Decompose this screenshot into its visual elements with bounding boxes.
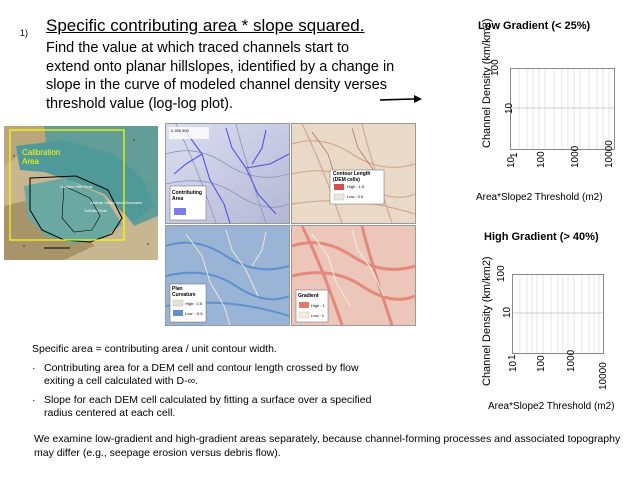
contributing-area-image — [166, 124, 289, 223]
x-tick-label: 10000 — [598, 362, 609, 390]
plan-curvature-panel — [165, 225, 290, 326]
y-tick-label: 10 — [504, 102, 515, 114]
bullet-text: Contributing area for a DEM cell and contour length crossed by flow exiting a cell calculated with D-∞. — [44, 362, 359, 387]
x-tick-label: 100 — [536, 355, 547, 372]
specific-area-definition: Specific area = contributing area / unit contour width. — [32, 343, 277, 355]
x-tick-label: 100 — [536, 151, 547, 168]
legend-high: High : 1.5 — [347, 184, 365, 189]
x-tick-label: 10000 — [604, 140, 615, 168]
scale-bar-label: 0 250 500 — [171, 128, 189, 133]
right-arrow-icon — [380, 92, 422, 106]
x-tick-label: 1000 — [570, 145, 581, 168]
legend-low: Low : -0.5 — [185, 311, 203, 316]
map-label: Gabilan Hills Peak — [60, 184, 93, 189]
gradient-panel — [291, 225, 416, 326]
contour-length-panel — [291, 123, 416, 224]
y-tick-label: 10 — [502, 306, 513, 318]
bullet-item — [32, 362, 384, 387]
plan-curvature-label: Plan Curvature — [172, 286, 196, 298]
y-tick-label: 100 — [496, 265, 507, 282]
x-axis-label: Area*Slope2 Threshold (m2) — [488, 401, 615, 412]
x-tick-label: 10 — [506, 156, 517, 168]
x-tick-label: 1000 — [566, 349, 577, 372]
bullet-dot: · — [32, 394, 36, 406]
slide-title: Specific contributing area * slope squared. — [46, 16, 365, 35]
gradient-image — [292, 226, 415, 325]
legend-high: High : 1 — [311, 303, 325, 308]
calibration-map — [4, 126, 158, 260]
chart-title: High Gradient (> 40%) — [484, 231, 599, 243]
x-axis-label: Area*Slope2 Threshold (m2) — [476, 192, 603, 203]
contributing-area-panel — [165, 123, 290, 224]
item-number: 1) — [20, 28, 29, 38]
y-axis-label: Channel Density (km/km2) — [481, 18, 493, 148]
high-gradient-plot — [512, 274, 604, 354]
bullet-item — [32, 394, 384, 419]
calibration-area-label: Calibration Area — [22, 148, 61, 166]
map-label: Salinas River — [84, 208, 108, 213]
bullet-dot: · — [32, 362, 36, 374]
map-label: Salinas Valley near Gonzales — [90, 200, 142, 205]
legend-low: Low : 0.5 — [347, 194, 364, 199]
footer-note: We examine low-gradient and high-gradient areas separately, because channel-forming processes and associated topography may differ (e.g., seepage erosion versus debris flow). — [34, 433, 621, 459]
low-gradient-plot — [510, 68, 615, 150]
y-tick-label: 1 — [509, 152, 520, 158]
legend-high: High : 0.5 — [185, 301, 203, 306]
contributing-area-label: Contributing Area — [172, 190, 202, 202]
slide-body: Find the value at which traced channels start to extend onto planar hillslopes, identified by a change in slope in the curve of modeled channel density verses threshold value (log-log plot). — [46, 40, 395, 112]
legend-low: Low : 0 — [311, 313, 324, 318]
y-axis-label: Channel Density (km/km2) — [481, 256, 493, 386]
chart-title: Low Gradient (< 25%) — [478, 20, 591, 32]
gradient-label: Gradient — [298, 293, 319, 299]
y-tick-label: 100 — [490, 59, 501, 76]
bullet-text: Slope for each DEM cell calculated by fitting a surface over a specified radius centered at each cell. — [44, 394, 372, 419]
contour-length-label: Contour Length (DEM cells) — [333, 171, 371, 183]
x-tick-label: 10 — [508, 360, 519, 372]
calibration-map-image — [4, 126, 158, 260]
y-tick-label: 1 — [507, 354, 518, 360]
